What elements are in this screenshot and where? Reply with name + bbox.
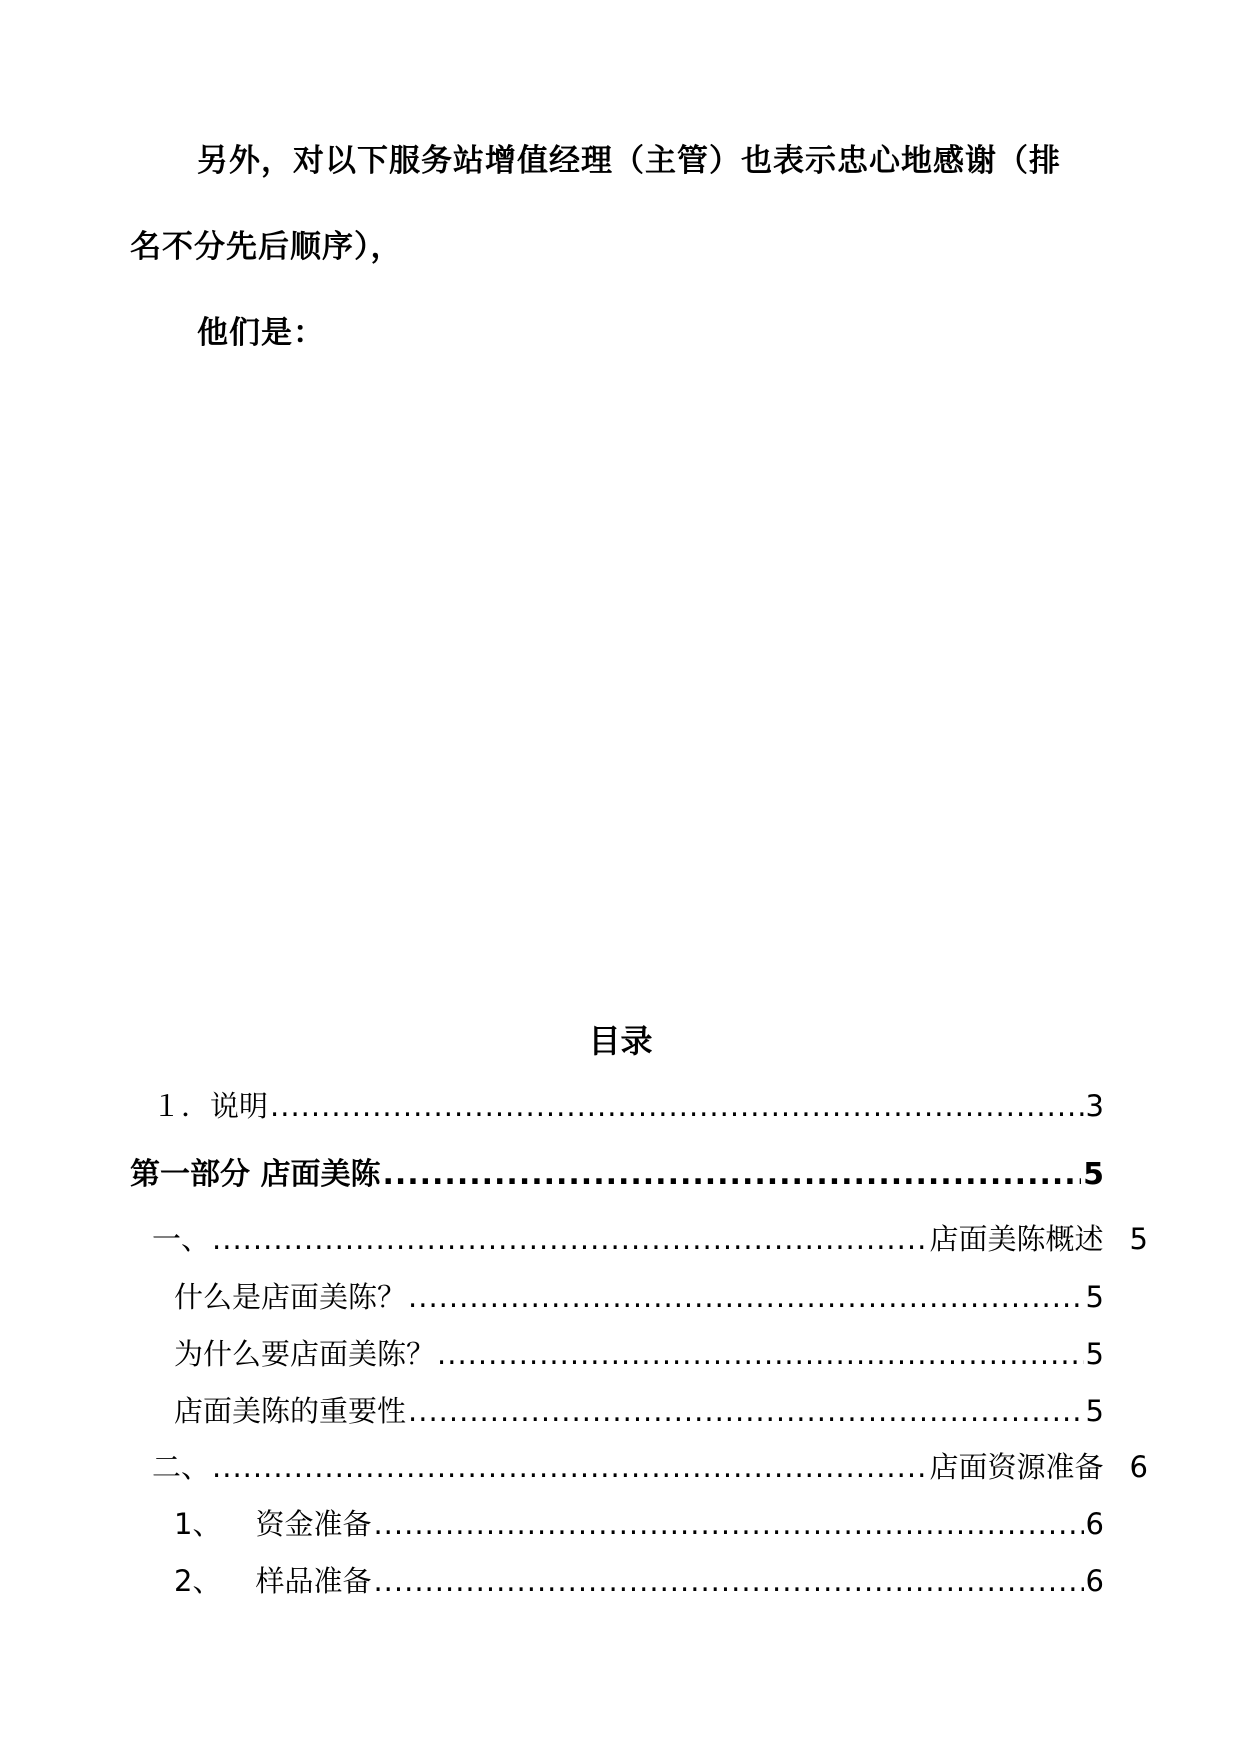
- toc-page-number: 3: [1085, 1089, 1104, 1123]
- toc-entry-label: 第一部分 店面美陈: [130, 1157, 381, 1192]
- toc-entry-label: 店面美陈的重要性: [174, 1394, 407, 1428]
- intro-paragraph-line: 另外，对以下服务站增值经理（主管）也表示忠心地感谢（排: [197, 143, 1061, 179]
- toc-entry[interactable]: [174, 1564, 1104, 1598]
- intro-paragraph-line: 名不分先后顺序），: [130, 229, 403, 265]
- toc-entry[interactable]: [174, 1507, 1104, 1541]
- toc-leader-dots: [270, 1092, 1084, 1121]
- toc-leader-dots: [382, 1160, 1081, 1190]
- toc-page-number: 5: [1085, 1394, 1104, 1428]
- toc-entry-label: 样品准备: [255, 1564, 372, 1598]
- toc-leader-dots: [373, 1510, 1083, 1539]
- toc-page-number: 6: [1085, 1564, 1104, 1598]
- toc-entry-label: 店面资源准备: [929, 1450, 1104, 1484]
- toc-entry-prefix: 二、: [152, 1450, 211, 1484]
- toc-page-number: 6: [1129, 1450, 1148, 1484]
- toc-leader-dots: [212, 1225, 928, 1254]
- toc-entry[interactable]: [174, 1394, 1104, 1428]
- toc-entry[interactable]: [152, 1450, 1148, 1484]
- toc-leader-dots: [212, 1453, 928, 1482]
- toc-page-number: 5: [1129, 1222, 1148, 1256]
- toc-leader-dots: [437, 1340, 1084, 1369]
- toc-leader-dots: [408, 1397, 1084, 1426]
- toc-page-number: 6: [1085, 1507, 1104, 1541]
- toc-leader-dots: [408, 1283, 1084, 1312]
- toc-entry[interactable]: [152, 1089, 1104, 1123]
- toc-entry-label: １．说明: [152, 1089, 269, 1123]
- toc-entry-number: 1、: [174, 1507, 222, 1541]
- toc-leader-dots: [373, 1567, 1083, 1596]
- intro-paragraph-line: 他们是：: [197, 315, 325, 351]
- toc-page-number: 5: [1085, 1280, 1104, 1314]
- toc-entry-label: 店面美陈概述: [929, 1222, 1104, 1256]
- toc-entry-label: 资金准备: [255, 1507, 372, 1541]
- toc-entry-label: 什么是店面美陈？: [174, 1280, 407, 1314]
- toc-entry-number: 2、: [174, 1564, 222, 1598]
- toc-entry-label: 为什么要店面美陈？: [174, 1337, 436, 1371]
- toc-entry-prefix: 一、: [152, 1222, 211, 1256]
- toc-entry[interactable]: [152, 1222, 1148, 1256]
- toc-page-number: 5: [1083, 1157, 1104, 1192]
- toc-entry[interactable]: [174, 1280, 1104, 1314]
- toc-title: 目录: [588, 1022, 653, 1060]
- toc-entry[interactable]: [130, 1157, 1104, 1192]
- toc-entry[interactable]: [174, 1337, 1104, 1371]
- toc-page-number: 5: [1085, 1337, 1104, 1371]
